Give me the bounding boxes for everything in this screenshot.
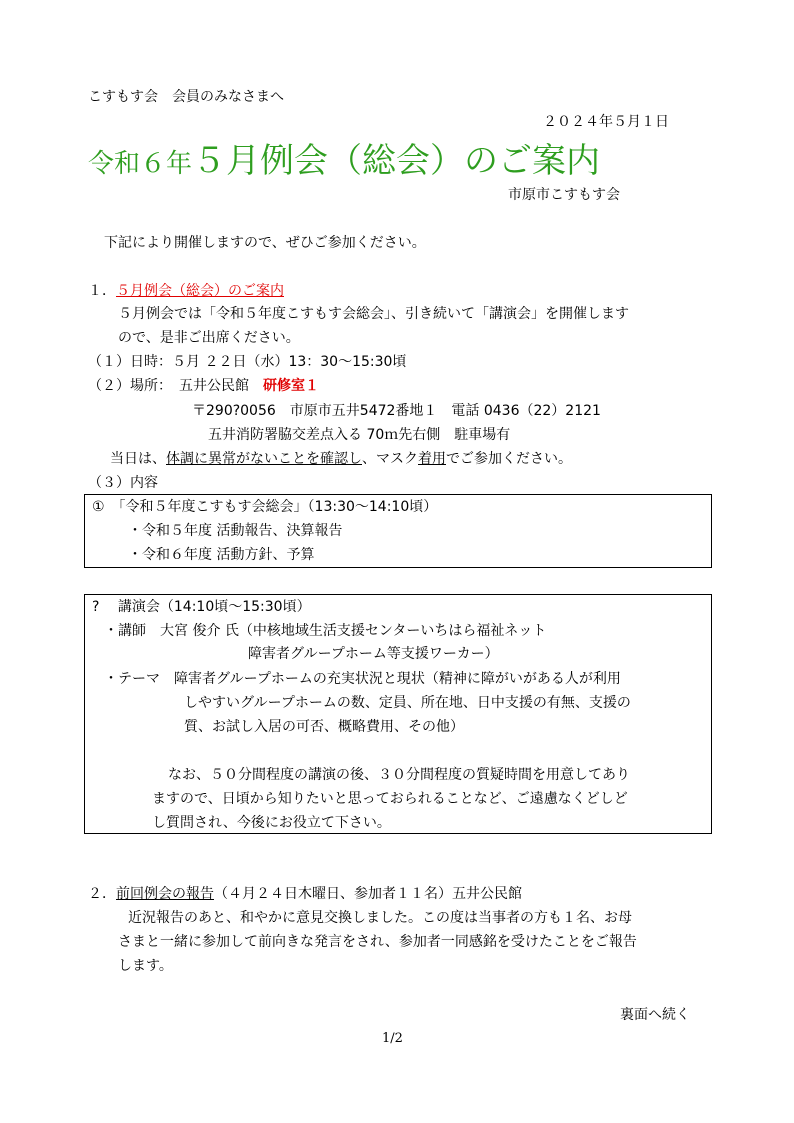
agenda1-item2: ・令和６年度 活動方針、予算 (128, 547, 315, 563)
health-note-pre: 当日は、 (110, 451, 166, 467)
section1-body-line1: ５月例会では「令和５年度こすもす会総会」、引き続いて「講演会」を開催します (118, 306, 629, 322)
lecture-note-line1: なお、５０分間程度の講演の後、３０分間程度の質疑時間を用意してあり (168, 767, 630, 783)
page-title (88, 141, 601, 181)
speaker-line2: 障害者グループホーム等支援ワーカー） (248, 646, 499, 662)
theme-line2: しやすいグループホームの数、定員、所在地、日中支援の有無、支援の (184, 695, 631, 711)
section2-number: ２． (88, 886, 116, 902)
organizer: 市原市こすもす会 (508, 187, 620, 203)
section1-heading (88, 284, 284, 298)
date: ２０２４年５月１日 (543, 114, 669, 130)
health-note-underline1: 体調に異常がないことを確認し (166, 451, 362, 467)
place-room: 研修室１ (263, 378, 319, 394)
theme-line1: ・テーマ 障害者グループホームの充実状況と現状（精神に障がいがある人が利用 (104, 671, 621, 687)
section2-title-rest: （４月２４日木曜日、参加者１１名）五井公民館 (214, 886, 522, 902)
event-directions: 五井消防署脇交差点入る 70ｍ先右側 駐車場有 (208, 427, 511, 443)
section1-number: １． (88, 283, 116, 299)
section2-body-line3: します。 (118, 958, 173, 974)
health-note-underline2: 着用 (418, 451, 446, 467)
event-place (88, 379, 319, 393)
health-note (110, 452, 572, 466)
event-address: 〒290?0056 市原市五井5472番地１ 電話 0436（22）2121 (192, 403, 601, 419)
speaker-line1: ・講師 大宮 俊介 氏（中核地域生活支援センターいちはら福祉ネット (104, 623, 547, 639)
continued-note: 裏面へ続く (620, 1007, 690, 1023)
agenda1-heading: ① 「令和５年度こすもす会総会」（13:30～14:10頃） (92, 499, 438, 515)
contents-label: （３）内容 (88, 475, 158, 491)
health-note-mid: 、マスク (362, 451, 418, 467)
section1-title: ５月例会（総会）のご案内 (116, 283, 284, 299)
lecture-note-line2: ますので、日頃から知りたいと思っておられることなど、ご遠慮なくどしど (152, 791, 628, 807)
section2-body-line2: さまと一緒に参加して前向きな発言をされ、参加者一同感銘を受けたことをご報告 (118, 934, 637, 950)
agenda2-heading: ? 講演会（14:10頃～15:30頃） (92, 599, 311, 615)
section2-title: 前回例会の報告 (116, 886, 214, 902)
health-note-post: でご参加ください。 (446, 451, 572, 467)
event-datetime: （１）日時：５月 ２２日（水）13：30～15:30頃 (88, 354, 407, 370)
lecture-note-line3: し質問され、今後にお役立て下さい。 (152, 815, 391, 831)
theme-line3: 質、お試し入居の可否、概略費用、その他） (184, 719, 464, 735)
agenda1-item1: ・令和５年度 活動報告、決算報告 (128, 523, 343, 539)
addressee: こすもす会 会員のみなさまへ (88, 89, 284, 105)
section1-body-line2: ので、是非ご出席ください。 (118, 330, 300, 346)
title-prefix: 令和６年 (88, 149, 193, 179)
title-main: ５月例会（総会）のご案内 (192, 141, 601, 181)
intro-text: 下記により開催しますので、ぜひご参加ください。 (104, 235, 426, 251)
place-label: （２）場所： 五井公民館 (88, 378, 249, 394)
page-number: 1/2 (382, 1031, 403, 1046)
section2-heading (88, 887, 522, 901)
section2-body-line1: 近況報告のあと、和やかに意見交換しました。この度は当事者の方も１名、お母 (128, 910, 632, 926)
